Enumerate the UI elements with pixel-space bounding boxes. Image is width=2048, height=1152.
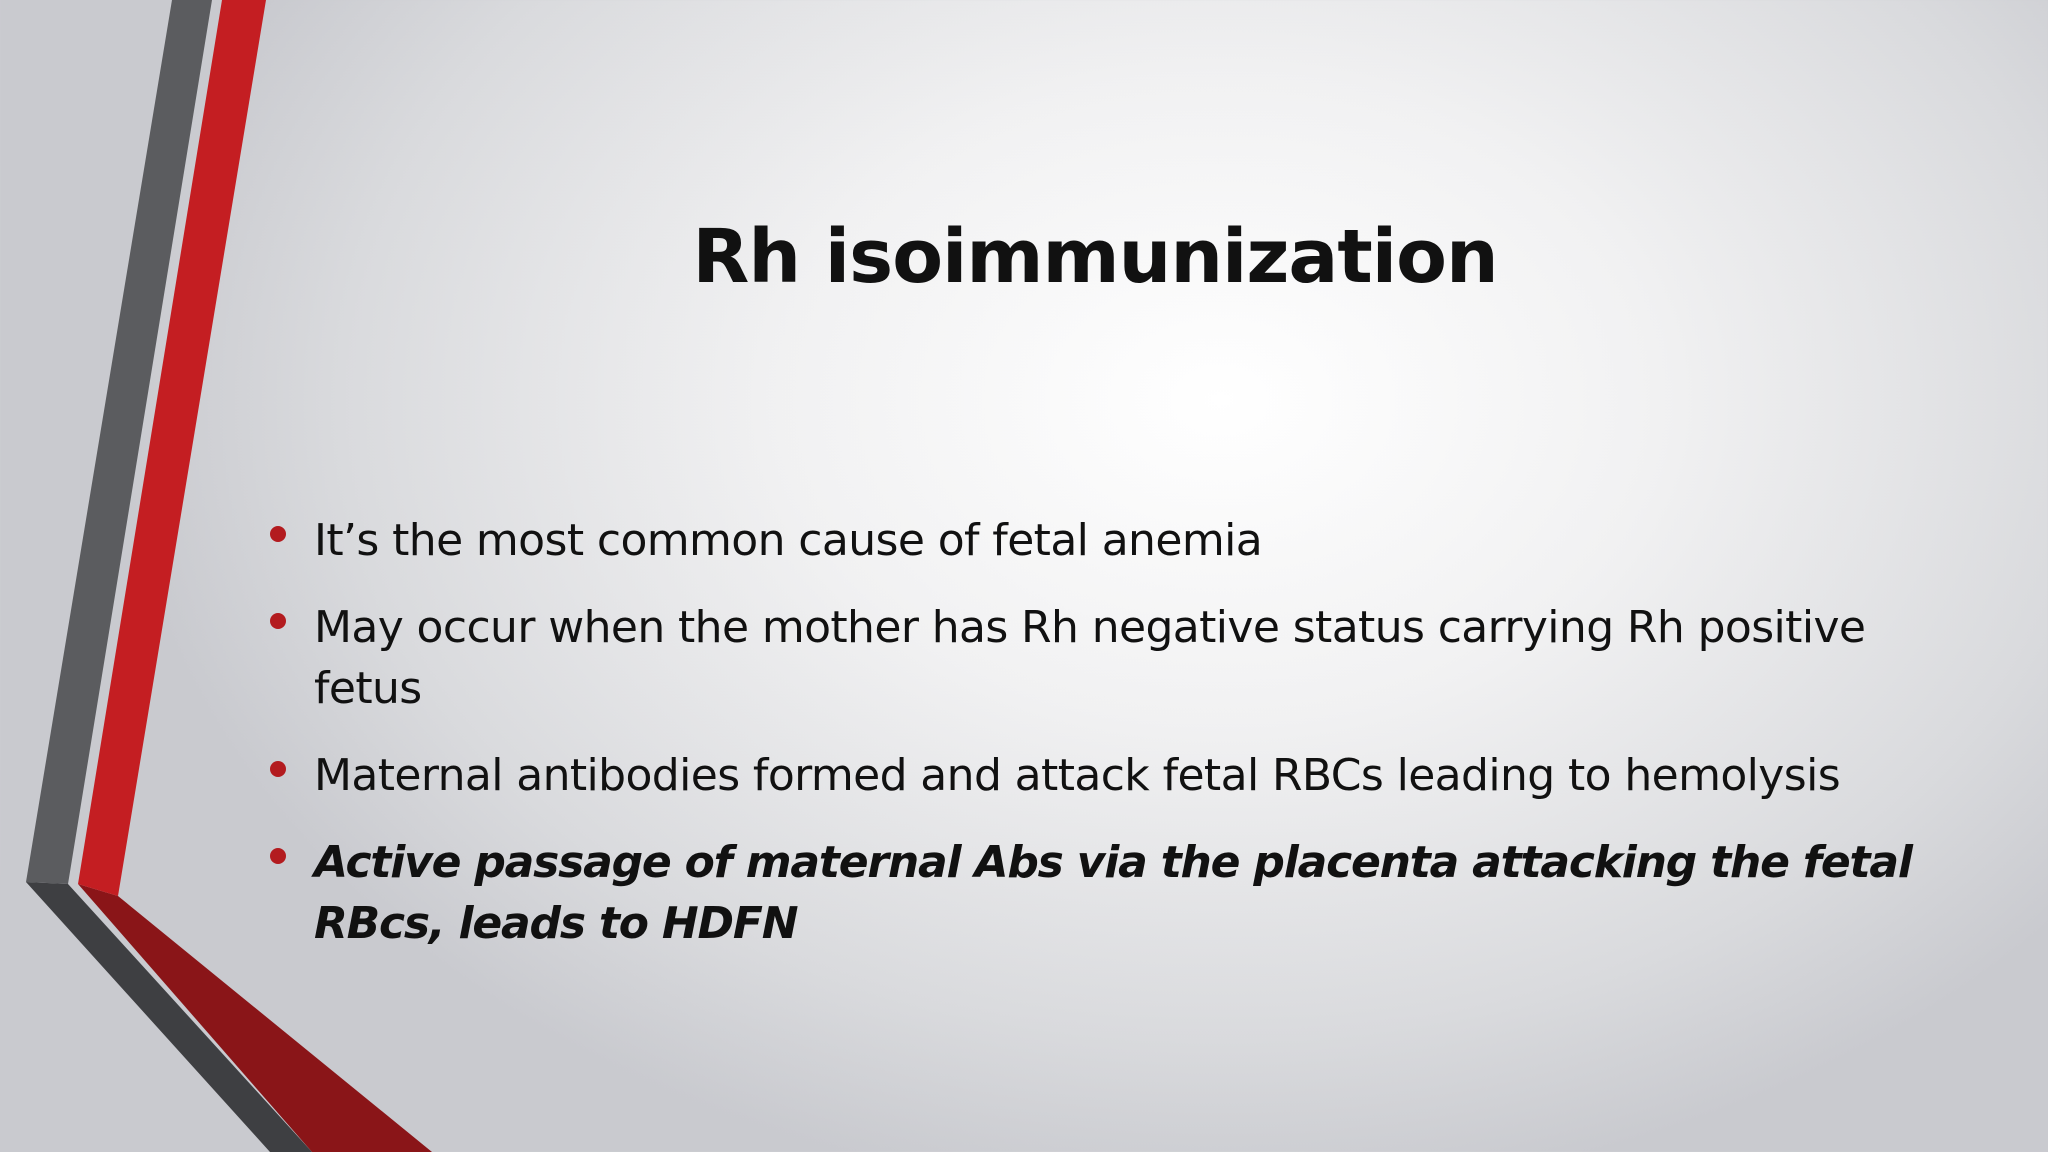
- bullet-dot-icon: [270, 526, 286, 542]
- bullet-item-emphasized: [262, 832, 1922, 954]
- bullet-dot-icon: [270, 848, 286, 864]
- bullet-text: Active passage of maternal Abs via the placenta attacking the fetal RBcs, leads to HDFN: [314, 837, 1912, 949]
- bullet-text: Maternal antibodies formed and attack fetal RBCs leading to hemolysis: [314, 750, 1841, 801]
- bullet-text: May occur when the mother has Rh negative status carrying Rh positive fetus: [314, 602, 1866, 714]
- bullet-dot-icon: [270, 761, 286, 777]
- bullet-text: It’s the most common cause of fetal anemia: [314, 515, 1263, 566]
- bullet-dot-icon: [270, 613, 286, 629]
- bullet-item: [262, 510, 1922, 571]
- slide-title: Rh isoimmunization: [692, 214, 1498, 300]
- bullet-item: [262, 597, 1922, 719]
- bullet-item: [262, 745, 1922, 806]
- bullet-list: [262, 510, 1922, 980]
